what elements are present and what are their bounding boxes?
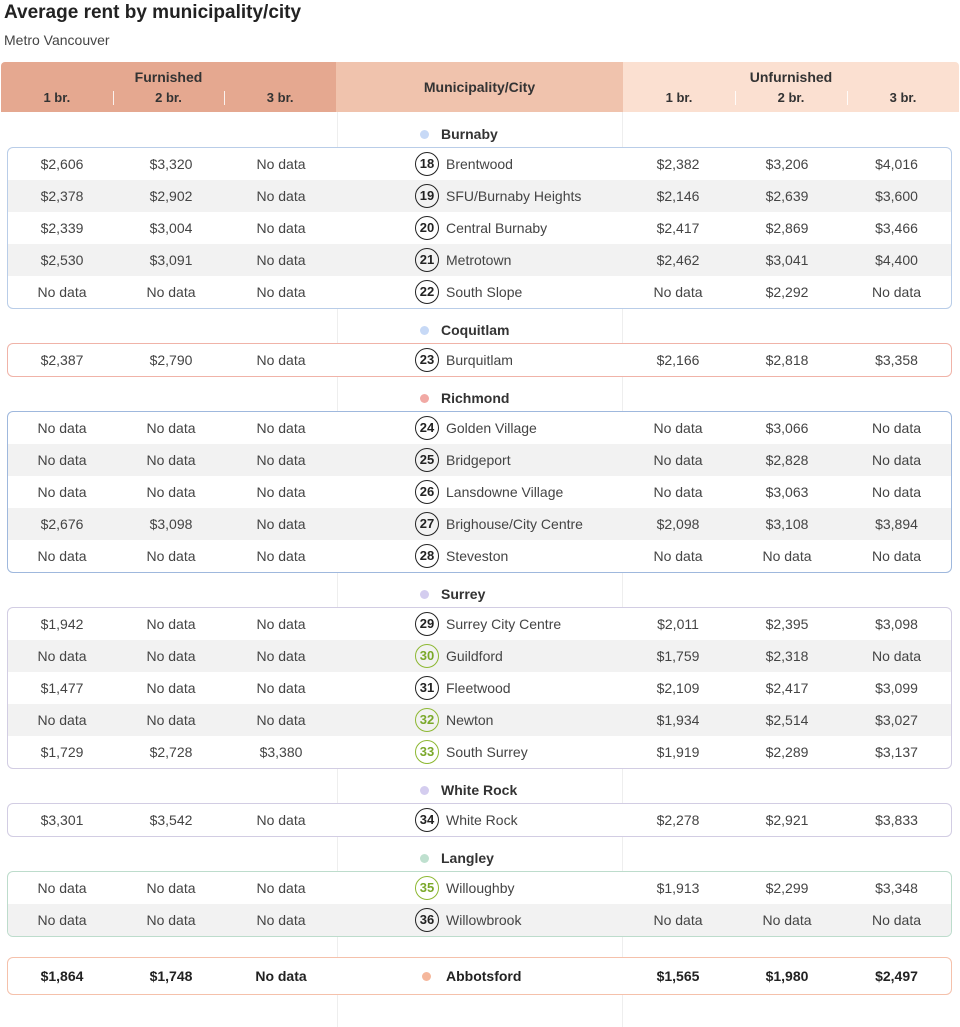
- unfurnished-1br-value: $2,146: [656, 188, 700, 204]
- unfurnished-1br-value: No data: [653, 420, 703, 436]
- group-dot-icon: [422, 972, 431, 981]
- unfurnished-1br-value: $1,913: [656, 880, 700, 896]
- unfurnished-1br-value: $2,098: [656, 516, 700, 532]
- area-name: South Slope: [446, 284, 523, 300]
- area-name: Surrey City Centre: [446, 616, 562, 632]
- table-row: [8, 276, 951, 308]
- area-name: Bridgeport: [446, 452, 511, 468]
- furnished-3br-value: No data: [256, 516, 306, 532]
- furnished-3br-value: No data: [256, 220, 306, 236]
- furnished-3br-value: No data: [256, 548, 306, 564]
- table-row: [8, 212, 951, 244]
- area-number-badge: 22: [415, 280, 439, 304]
- unfurnished-header-label: Unfurnished: [749, 69, 833, 85]
- furnished-1br-value: No data: [37, 484, 87, 500]
- area-name: Steveston: [446, 548, 509, 564]
- furnished-2br-value: No data: [146, 616, 196, 632]
- unfurnished-1br-value: $1,759: [656, 648, 700, 664]
- area-number-badge: 23: [415, 348, 439, 372]
- area-name: Central Burnaby: [446, 220, 548, 236]
- unfurnished-3br-value: $3,894: [875, 516, 918, 532]
- furnished-2br-value: $3,098: [149, 516, 193, 532]
- area-number-badge: 27: [415, 512, 439, 536]
- furnished-3br-value: No data: [256, 812, 306, 828]
- furnished-2br-value: $2,902: [149, 188, 193, 204]
- area-number-badge: 34: [415, 808, 439, 832]
- unfurnished-1br-value: No data: [653, 284, 703, 300]
- unfurnished-2br-value: $3,041: [765, 252, 809, 268]
- furnished-1br-value: $1,864: [40, 968, 84, 984]
- furnished-3br-value: No data: [256, 352, 306, 368]
- furnished-3br-value: No data: [256, 284, 306, 300]
- group-name: White Rock: [441, 782, 518, 798]
- unfurnished-1br-value: No data: [653, 484, 703, 500]
- group-name: Langley: [441, 850, 494, 866]
- group-dot-icon: [420, 394, 429, 403]
- unfurnished-3br-value: $3,137: [875, 744, 918, 760]
- group-box: [7, 411, 952, 573]
- table-row: [8, 608, 951, 640]
- unfurnished-3br-value: $3,466: [875, 220, 918, 236]
- unfurnished-2br-value: $3,063: [765, 484, 809, 500]
- furnished-3br-value: No data: [256, 252, 306, 268]
- municipality-header-label: Municipality/City: [423, 79, 536, 95]
- unfurnished-header: [623, 62, 959, 112]
- furnished-1br-value: No data: [37, 712, 87, 728]
- unfurnished-1br-value: $2,011: [657, 616, 699, 632]
- unfurnished-1br-value: No data: [653, 452, 703, 468]
- area-number-badge: 35: [415, 876, 439, 900]
- table-row: [8, 704, 951, 736]
- unfurnished-col-3br: 3 br.: [847, 90, 959, 105]
- area-name: Metrotown: [446, 252, 512, 268]
- unfurnished-2br-value: $2,289: [765, 744, 809, 760]
- table-row: [8, 904, 951, 936]
- unfurnished-1br-value: No data: [653, 548, 703, 564]
- furnished-3br-value: No data: [256, 648, 306, 664]
- furnished-2br-value: $3,004: [149, 220, 193, 236]
- unfurnished-1br-value: $1,919: [656, 744, 700, 760]
- unfurnished-3br-value: No data: [871, 648, 922, 664]
- group-title: [420, 387, 509, 409]
- furnished-header: [1, 62, 336, 112]
- furnished-1br-value: $2,387: [40, 352, 84, 368]
- area-number-badge: 25: [415, 448, 439, 472]
- unfurnished-1br-value: $2,166: [656, 352, 700, 368]
- unfurnished-2br-value: $2,417: [765, 680, 809, 696]
- unfurnished-2br-value: $2,318: [765, 648, 809, 664]
- table-row: [8, 540, 951, 572]
- table-row: [8, 508, 951, 540]
- group-box: [7, 803, 952, 837]
- area-name: Willoughby: [446, 880, 515, 896]
- unfurnished-3br-value: $3,348: [875, 880, 918, 896]
- unfurnished-1br-value: $2,382: [656, 156, 700, 172]
- group-box: [7, 607, 952, 769]
- furnished-1br-value: $1,477: [40, 680, 84, 696]
- furnished-1br-value: No data: [37, 880, 87, 896]
- group-name: Burnaby: [441, 126, 498, 142]
- unfurnished-2br-value: $2,639: [765, 188, 809, 204]
- area-number-badge: 36: [415, 908, 439, 932]
- furnished-3br-value: No data: [256, 616, 306, 632]
- unfurnished-3br-value: $3,600: [875, 188, 918, 204]
- area-name: Fleetwood: [446, 680, 511, 696]
- area-number-badge: 29: [415, 612, 439, 636]
- unfurnished-3br-value: No data: [871, 912, 922, 928]
- furnished-3br-value: No data: [255, 968, 307, 984]
- furnished-2br-value: No data: [146, 452, 196, 468]
- furnished-2br-value: No data: [146, 680, 196, 696]
- table-row: [8, 476, 951, 508]
- furnished-2br-value: No data: [146, 912, 196, 928]
- unfurnished-2br-value: $2,828: [765, 452, 809, 468]
- area-number-badge: 33: [415, 740, 439, 764]
- area-name: Guildford: [446, 648, 503, 664]
- group-box: [7, 871, 952, 937]
- furnished-1br-value: No data: [37, 548, 87, 564]
- municipality-header: [336, 62, 623, 112]
- unfurnished-2br-value: $2,818: [765, 352, 809, 368]
- area-name: SFU/Burnaby Heights: [446, 188, 582, 204]
- area-name: Brentwood: [446, 156, 513, 172]
- furnished-3br-value: No data: [256, 188, 306, 204]
- unfurnished-3br-value: $3,099: [875, 680, 918, 696]
- unfurnished-2br-value: $2,299: [765, 880, 809, 896]
- table-row: [8, 958, 951, 994]
- area-name: Newton: [446, 712, 494, 728]
- unfurnished-3br-value: $3,358: [875, 352, 918, 368]
- group-name: Coquitlam: [441, 322, 510, 338]
- group-name: Richmond: [441, 390, 510, 406]
- area-name: South Surrey: [446, 744, 528, 760]
- area-name: Willowbrook: [446, 912, 522, 928]
- unfurnished-1br-value: $1,565: [656, 968, 700, 984]
- unfurnished-3br-value: No data: [871, 284, 922, 300]
- furnished-3br-value: No data: [256, 712, 306, 728]
- furnished-1br-value: $1,729: [40, 744, 84, 760]
- unfurnished-3br-value: $4,400: [875, 252, 918, 268]
- unfurnished-1br-value: $2,462: [656, 252, 700, 268]
- unfurnished-1br-value: $2,109: [656, 680, 700, 696]
- unfurnished-3br-value: No data: [871, 420, 922, 436]
- furnished-3br-value: No data: [256, 484, 306, 500]
- unfurnished-1br-value: $2,278: [656, 812, 700, 828]
- unfurnished-3br-value: $3,833: [875, 812, 918, 828]
- group-title: [420, 847, 494, 869]
- furnished-1br-value: No data: [37, 452, 87, 468]
- furnished-2br-value: $3,542: [149, 812, 193, 828]
- group-title: [420, 583, 485, 605]
- furnished-3br-value: No data: [256, 680, 306, 696]
- group-dot-icon: [420, 326, 429, 335]
- group-name: Surrey: [441, 586, 486, 602]
- unfurnished-3br-value: $3,027: [875, 712, 918, 728]
- furnished-1br-value: $2,606: [40, 156, 84, 172]
- furnished-2br-value: $2,790: [149, 352, 193, 368]
- page-subtitle: Metro Vancouver: [4, 32, 110, 48]
- furnished-2br-value: No data: [146, 880, 196, 896]
- furnished-1br-value: No data: [37, 284, 87, 300]
- unfurnished-col-2br: 2 br.: [735, 90, 847, 105]
- unfurnished-2br-value: $2,395: [765, 616, 809, 632]
- furnished-1br-value: No data: [37, 420, 87, 436]
- furnished-3br-value: No data: [256, 880, 306, 896]
- furnished-header-label: Furnished: [134, 69, 203, 85]
- unfurnished-2br-value: $2,514: [765, 712, 809, 728]
- area-name: White Rock: [446, 812, 518, 828]
- group-title: [420, 319, 509, 341]
- area-number-badge: 20: [415, 216, 439, 240]
- area-number-badge: 21: [415, 248, 439, 272]
- table-row: [8, 672, 951, 704]
- table-row: [8, 736, 951, 768]
- furnished-1br-value: No data: [37, 912, 87, 928]
- furnished-2br-value: $1,748: [149, 968, 193, 984]
- area-number-badge: 32: [415, 708, 439, 732]
- furnished-col-1br: 1 br.: [43, 90, 71, 105]
- furnished-1br-value: $3,301: [40, 812, 84, 828]
- unfurnished-2br-value: $3,206: [765, 156, 809, 172]
- group-dot-icon: [420, 130, 429, 139]
- furnished-col-3br: 3 br.: [224, 90, 336, 105]
- unfurnished-2br-value: $3,066: [765, 420, 809, 436]
- table-row: [8, 804, 951, 836]
- furnished-2br-value: $3,091: [149, 252, 193, 268]
- area-number-badge: 26: [415, 480, 439, 504]
- unfurnished-2br-value: $2,921: [765, 812, 809, 828]
- unfurnished-1br-value: $1,934: [656, 712, 700, 728]
- furnished-2br-value: No data: [146, 548, 196, 564]
- furnished-2br-value: No data: [146, 712, 196, 728]
- table-row: [8, 344, 951, 376]
- unfurnished-3br-value: $4,016: [875, 156, 918, 172]
- unfurnished-2br-value: No data: [762, 912, 812, 928]
- unfurnished-2br-value: $3,108: [765, 516, 809, 532]
- area-name: Abbotsford: [446, 968, 522, 984]
- unfurnished-1br-value: No data: [653, 912, 703, 928]
- unfurnished-3br-value: $2,497: [875, 968, 918, 984]
- area-number-badge: 24: [415, 416, 439, 440]
- furnished-2br-value: No data: [146, 284, 196, 300]
- furnished-1br-value: No data: [37, 648, 87, 664]
- group-dot-icon: [420, 590, 429, 599]
- group-dot-icon: [420, 786, 429, 795]
- area-name: Lansdowne Village: [446, 484, 564, 500]
- unfurnished-1br-value: $2,417: [656, 220, 700, 236]
- table-row: [8, 640, 951, 672]
- furnished-3br-value: No data: [256, 420, 306, 436]
- area-number-badge: 31: [415, 676, 439, 700]
- unfurnished-3br-value: No data: [871, 484, 922, 500]
- furnished-2br-value: $3,320: [149, 156, 193, 172]
- area-name: Brighouse/City Centre: [446, 516, 583, 532]
- group-dot-icon: [420, 854, 429, 863]
- furnished-3br-value: No data: [256, 156, 306, 172]
- unfurnished-2br-value: $1,980: [765, 968, 809, 984]
- table-row: [8, 412, 951, 444]
- furnished-1br-value: $2,530: [40, 252, 84, 268]
- furnished-1br-value: $2,378: [40, 188, 84, 204]
- furnished-2br-value: No data: [146, 420, 196, 436]
- unfurnished-col-1br: 1 br.: [665, 90, 693, 105]
- unfurnished-2br-value: $2,869: [765, 220, 809, 236]
- furnished-col-2br: 2 br.: [113, 90, 225, 105]
- table-row: [8, 180, 951, 212]
- furnished-2br-value: No data: [146, 648, 196, 664]
- unfurnished-2br-value: No data: [762, 548, 812, 564]
- furnished-2br-value: $2,728: [149, 744, 193, 760]
- furnished-1br-value: $2,676: [40, 516, 84, 532]
- area-number-badge: 19: [415, 184, 439, 208]
- total-row-box: [7, 957, 952, 995]
- table-row: [8, 444, 951, 476]
- unfurnished-3br-value: $3,098: [875, 616, 918, 632]
- unfurnished-3br-value: No data: [871, 452, 922, 468]
- area-name: Burquitlam: [446, 352, 513, 368]
- group-title: [420, 779, 517, 801]
- table-row: [8, 148, 951, 180]
- furnished-3br-value: No data: [256, 912, 306, 928]
- furnished-1br-value: $2,339: [40, 220, 84, 236]
- group-box: [7, 147, 952, 309]
- group-box: [7, 343, 952, 377]
- area-number-badge: 28: [415, 544, 439, 568]
- furnished-1br-value: $1,942: [40, 616, 84, 632]
- furnished-3br-value: No data: [256, 452, 306, 468]
- unfurnished-2br-value: $2,292: [765, 284, 809, 300]
- group-title: [420, 123, 498, 145]
- table-row: [8, 872, 951, 904]
- area-number-badge: 18: [415, 152, 439, 176]
- page-title: Average rent by municipality/city: [4, 2, 302, 23]
- furnished-2br-value: No data: [146, 484, 196, 500]
- furnished-3br-value: $3,380: [259, 744, 303, 760]
- area-name: Golden Village: [446, 420, 537, 436]
- table-row: [8, 244, 951, 276]
- unfurnished-3br-value: No data: [871, 548, 922, 564]
- area-number-badge: 30: [415, 644, 439, 668]
